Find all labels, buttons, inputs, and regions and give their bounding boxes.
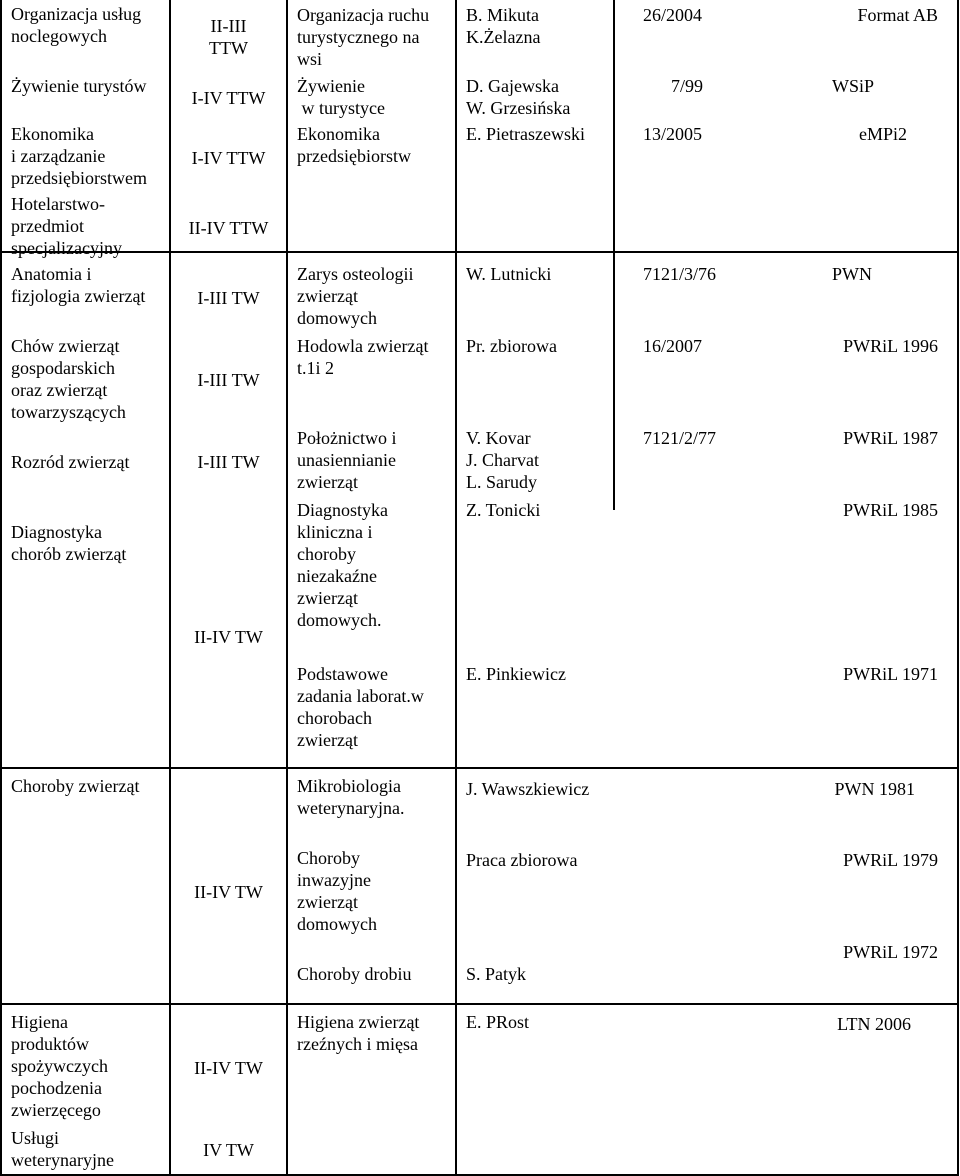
class-cell: I-III TW (197, 288, 260, 308)
column-divider (613, 0, 615, 510)
column-divider (286, 0, 288, 1176)
author-cell: E. Pietraszewski (466, 124, 585, 144)
author-cell: E. PRost (466, 1012, 530, 1032)
publisher-cell: PWRiL 1971 (843, 664, 938, 684)
subject-cell: Choroby zwierząt (11, 776, 140, 796)
title-cell: Położnictwo i unasiennianie zwierząt (297, 428, 397, 492)
subject-cell: Żywienie turystów (11, 76, 147, 96)
author-cell: Praca zbiorowa (466, 850, 578, 870)
publisher-cell: Format AB (857, 5, 938, 25)
title-cell: Ekonomika przedsiębiorstw (297, 124, 411, 166)
subject-cell: Diagnostyka chorób zwierząt (11, 522, 127, 564)
subject-cell: Hotelarstwo- przedmiot specjalizacyjny (11, 194, 122, 258)
author-cell: S. Patyk (466, 964, 527, 984)
approval-number: 13/2005 (643, 124, 703, 144)
approval-number: 7121/3/76 (643, 264, 717, 284)
title-cell: Higiena zwierząt rzeźnych i mięsa (297, 1012, 420, 1054)
publisher-cell: PWRiL 1985 (843, 500, 938, 520)
subject-cell: Higiena produktów spożywczych pochodzenia zwierzęcego (11, 1012, 108, 1120)
title-cell: Organizacja ruchu turystycznego na wsi (297, 5, 430, 69)
subject-cell: Organizacja usług noclegowych (11, 4, 142, 46)
approval-number: 7/99 (671, 76, 704, 96)
publisher-cell: PWRiL 1987 (843, 428, 938, 448)
author-cell: D. Gajewska W. Grzesińska (466, 76, 571, 118)
author-cell: J. Wawszkiewicz (466, 779, 590, 799)
class-cell: I-IV TTW (191, 148, 266, 168)
publisher-cell: WSiP (831, 76, 874, 96)
publisher-cell: PWN 1981 (834, 779, 915, 799)
class-cell: II-III TTW (209, 16, 248, 58)
approval-number: 26/2004 (643, 5, 703, 25)
title-cell: Zarys osteologii zwierząt domowych (297, 264, 414, 328)
title-cell: Hodowla zwierząt t.1i 2 (297, 336, 429, 378)
publisher-cell: PWRiL 1996 (843, 336, 938, 356)
publisher-cell: PWRiL 1972 (843, 942, 938, 962)
subject-cell: Ekonomika i zarządzanie przedsiębiorstwem (11, 124, 147, 188)
publisher-cell: PWRiL 1979 (843, 850, 938, 870)
subject-cell: Usługi weterynaryjne (11, 1128, 114, 1170)
publisher-cell: LTN 2006 (837, 1014, 911, 1034)
row-divider (0, 1003, 959, 1005)
table-border-right (957, 0, 959, 1176)
title-cell: Choroby drobiu (297, 964, 412, 984)
subject-cell: Anatomia i fizjologia zwierząt (11, 264, 146, 306)
class-cell: II-IV TW (194, 627, 263, 647)
row-divider (0, 767, 959, 769)
author-cell: Pr. zbiorowa (466, 336, 557, 356)
publisher-cell: eMPi2 (858, 124, 907, 144)
subject-cell: Rozród zwierząt (11, 452, 130, 472)
author-cell: W. Lutnicki (466, 264, 552, 284)
approval-number: 7121/2/77 (643, 428, 717, 448)
class-cell: IV TW (203, 1140, 254, 1160)
author-cell: V. Kovar J. Charvat L. Sarudy (466, 428, 539, 492)
title-cell: Mikrobiologia weterynaryjna. (297, 776, 405, 818)
author-cell: Z. Tonicki (466, 500, 541, 520)
column-divider (455, 0, 457, 1176)
publisher-cell: PWN (832, 264, 872, 284)
table-border-left (0, 0, 2, 1176)
title-cell: Żywienie w turystyce (297, 76, 385, 118)
class-cell: II-IV TTW (188, 218, 269, 238)
class-cell: II-IV TW (194, 1058, 263, 1078)
class-cell: II-IV TW (194, 882, 263, 902)
author-cell: B. Mikuta K.Żelazna (466, 5, 541, 47)
subject-cell: Chów zwierząt gospodarskich oraz zwierząt towarzyszących (11, 336, 126, 422)
class-cell: I-IV TTW (191, 88, 266, 108)
class-cell: I-III TW (197, 452, 260, 472)
approval-number: 16/2007 (643, 336, 703, 356)
title-cell: Choroby inwazyjne zwierząt domowych (297, 848, 377, 934)
column-divider (169, 0, 171, 1176)
class-cell: I-III TW (197, 370, 260, 390)
title-cell: Podstawowe zadania laborat.w chorobach zwierząt (297, 664, 424, 750)
title-cell: Diagnostyka kliniczna i choroby niezakaźne zwierząt domowych. (297, 500, 388, 630)
author-cell: E. Pinkiewicz (466, 664, 566, 684)
